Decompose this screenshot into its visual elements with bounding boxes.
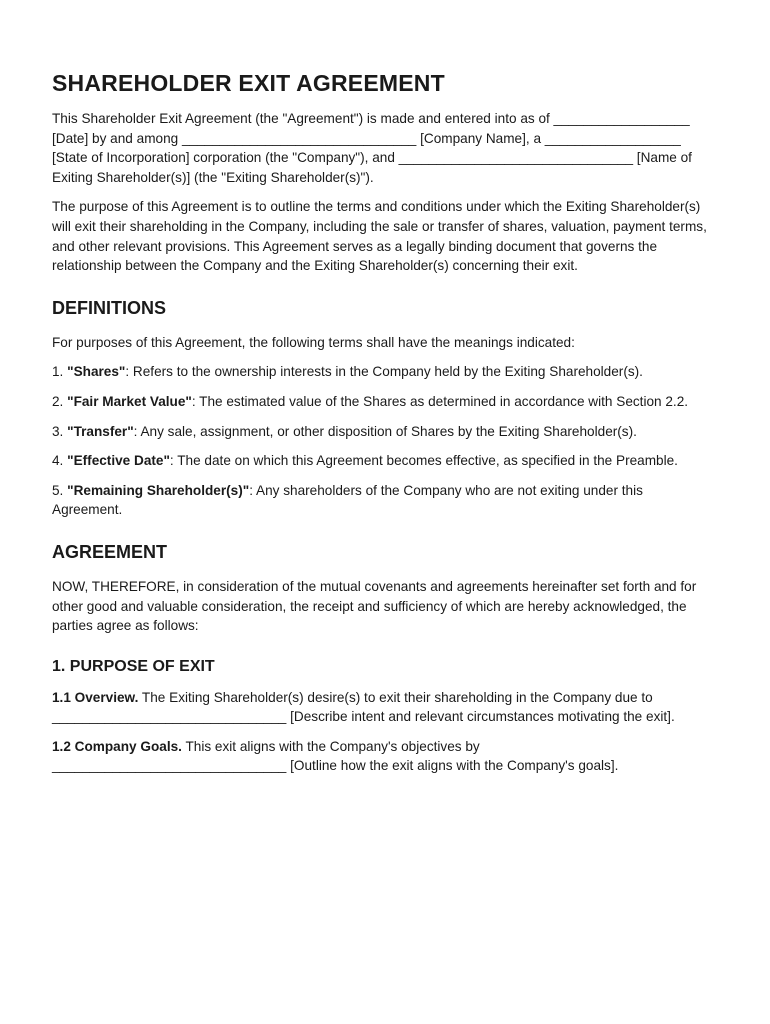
definition-item (52, 422, 710, 442)
definition-number: 1. (52, 364, 68, 380)
definition-number: 5. (52, 482, 68, 498)
clause-label: 1.1 Overview. (52, 689, 139, 705)
intro-paragraph: This Shareholder Exit Agreement (the "Agreement") is made and entered into as of __________________ [Date] by and among _______________________________ [Company Name], a __________________ [State of Incorporation] corporation (the "Company"), and _______________________________ [Name of Exiting Shareholder(s)] (the "Exiting Shareholder(s)"). (52, 111, 692, 185)
clause-item (52, 737, 710, 776)
definition-text: : Refers to the ownership interests in the Company held by the Exiting Shareholder(s). (125, 364, 643, 380)
clause-item (52, 688, 710, 727)
definition-text: : The estimated value of the Shares as determined in accordance with Section 2.2. (191, 393, 689, 409)
definition-text: : Any shareholders of the Company who are not exiting under this Agreement. (52, 482, 643, 518)
definition-term: "Remaining Shareholder(s)" (67, 482, 250, 498)
definition-term: "Transfer" (67, 423, 134, 439)
clause-text: This exit aligns with the Company's objectives by _______________________________ [Outline how the exit aligns with the Company's goals]. (52, 738, 619, 774)
definition-term: "Effective Date" (67, 453, 170, 469)
definition-item (52, 392, 710, 412)
definition-text: : Any sale, assignment, or other disposition of Shares by the Exiting Shareholder(s). (133, 423, 637, 439)
agreement-heading: AGREEMENT (52, 541, 168, 562)
document-title: SHAREHOLDER EXIT AGREEMENT (52, 70, 445, 96)
clause-text: The Exiting Shareholder(s) desire(s) to exit their shareholding in the Company due to _______________________________ [Describe intent and relevant circumstances motivating the exit]. (52, 689, 675, 725)
definitions-heading: DEFINITIONS (52, 297, 167, 318)
agreement-paragraph: NOW, THEREFORE, in consideration of the mutual covenants and agreements hereinafter set forth and for other good and valuable consideration, the receipt and sufficiency of which are hereby acknowledged, the parties agree as follows: (52, 578, 697, 634)
definition-item (52, 451, 710, 471)
definition-number: 2. (52, 393, 68, 409)
definition-term: "Fair Market Value" (67, 393, 192, 409)
definitions-intro: For purposes of this Agreement, the following terms shall have the meanings indicated: (52, 334, 575, 350)
purpose-heading: 1. PURPOSE OF EXIT (52, 657, 215, 675)
clause-label: 1.2 Company Goals. (52, 738, 182, 754)
definition-number: 4. (52, 453, 68, 469)
definition-item (52, 362, 710, 382)
definition-item (52, 481, 710, 520)
definition-text: : The date on which this Agreement becomes effective, as specified in the Preamble. (169, 453, 678, 469)
definition-number: 3. (52, 423, 68, 439)
purpose-paragraph: The purpose of this Agreement is to outline the terms and conditions under which the Exiting Shareholder(s) will exit their shareholding in the Company, including the sale or transfer of shares, valuation, payment terms, and other relevant provisions. This Agreement serves as a legally binding document that governs the relationship between the Company and the Exiting Shareholder(s) concerning their exit. (52, 199, 707, 274)
definition-term: "Shares" (67, 364, 126, 380)
